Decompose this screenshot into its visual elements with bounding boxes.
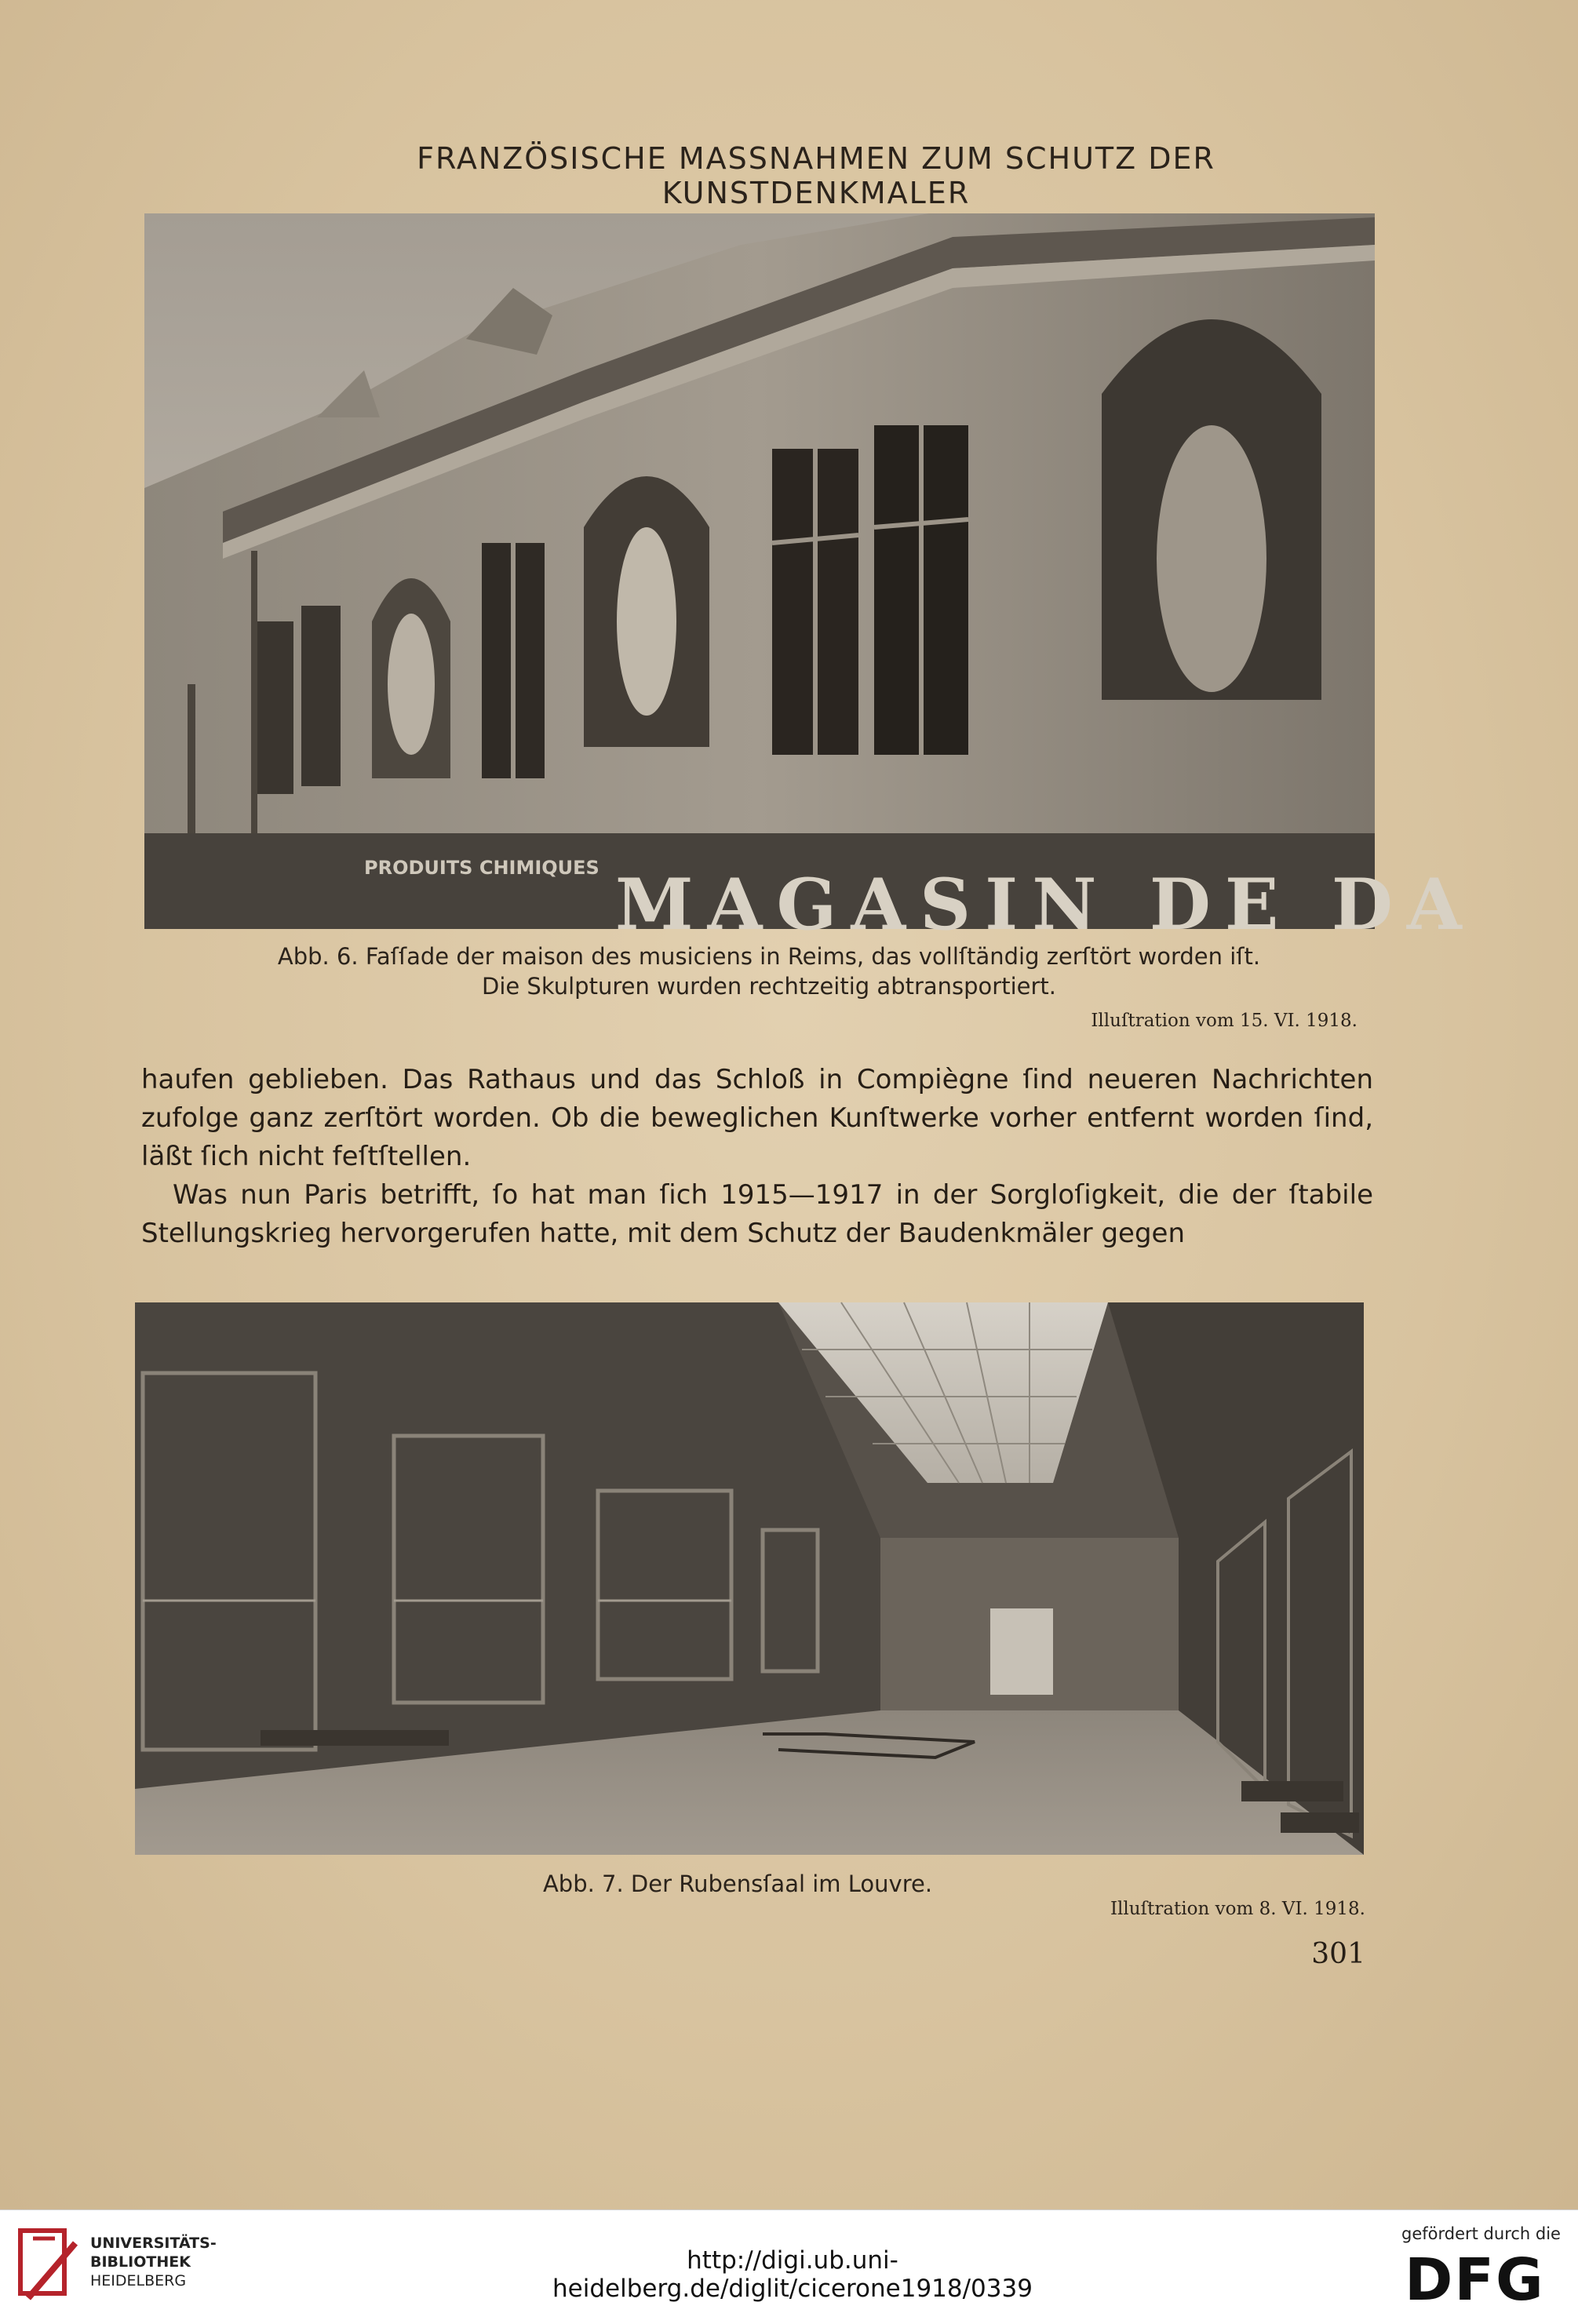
rubens-hall-photo-illustration bbox=[135, 1302, 1364, 1855]
figure-7-caption: Abb. 7. Der Rubensſaal im Louvre. bbox=[542, 1870, 933, 1897]
viewer-footer bbox=[0, 2209, 1578, 2324]
facade-photo-illustration bbox=[144, 213, 1476, 946]
figure-6-caption-line2: Die Skulpturen wurden rechtzeitig abtransportiert. bbox=[481, 973, 1057, 1000]
heidelberg-library-logo-icon bbox=[17, 2227, 80, 2303]
shop-sign-large: MAGASIN DE DA bbox=[615, 863, 1476, 946]
page-number: 301 bbox=[1311, 1938, 1365, 1970]
library-name-line1: UNIVERSITÄTS- bbox=[90, 2235, 217, 2252]
funded-by-label: gefördert durch die bbox=[1401, 2224, 1561, 2243]
running-head: FRANZÖSISCHE MASSNAHMEN ZUM SCHUTZ DER KUNSTDENKMALER bbox=[417, 141, 1215, 210]
figure-7-photo bbox=[135, 1302, 1364, 1855]
dfg-logo[interactable]: DFG bbox=[1405, 2246, 1545, 2314]
body-paragraph-1: haufen geblieben. Das Rathaus und das Schloß in Compiègne ſind neueren Nachrichten zufolge ganz zerſtört worden. Ob die beweglichen Kunſtwerke vorher entfernt worden ſind, läßt ſich nicht feſtſtellen. bbox=[141, 1064, 1373, 1172]
library-name[interactable] bbox=[90, 2234, 217, 2290]
permalink-url[interactable]: http://digi.ub.uni-heidelberg.de/diglit/cicerone1918/0339 bbox=[552, 2246, 1033, 2303]
library-name-line3: HEIDELBERG bbox=[90, 2272, 187, 2289]
body-text bbox=[141, 1061, 1373, 1253]
figure-6-caption-line1: Abb. 6. Faſſade der maison des musiciens in Reims, das vollſtändig zerſtört worden iſt. bbox=[277, 943, 1261, 970]
figure-7-credit: Illuſtration vom 8. VI. 1918. bbox=[1110, 1899, 1365, 1919]
figure-6-photo bbox=[144, 213, 1476, 946]
body-paragraph-2: Was nun Paris betrifft, ſo hat man ſich 1915—1917 in der Sorgloſigkeit, die der ſtabile Stellungskrieg hervorgerufen hatte, mit dem Schutz der Baudenkmäler gegen bbox=[141, 1179, 1373, 1249]
shop-sign-small: PRODUITS CHIMIQUES bbox=[364, 857, 599, 879]
library-name-line2: BIBLIOTHEK bbox=[90, 2253, 191, 2271]
figure-6-credit: Illuſtration vom 15. VI. 1918. bbox=[1091, 1011, 1358, 1031]
